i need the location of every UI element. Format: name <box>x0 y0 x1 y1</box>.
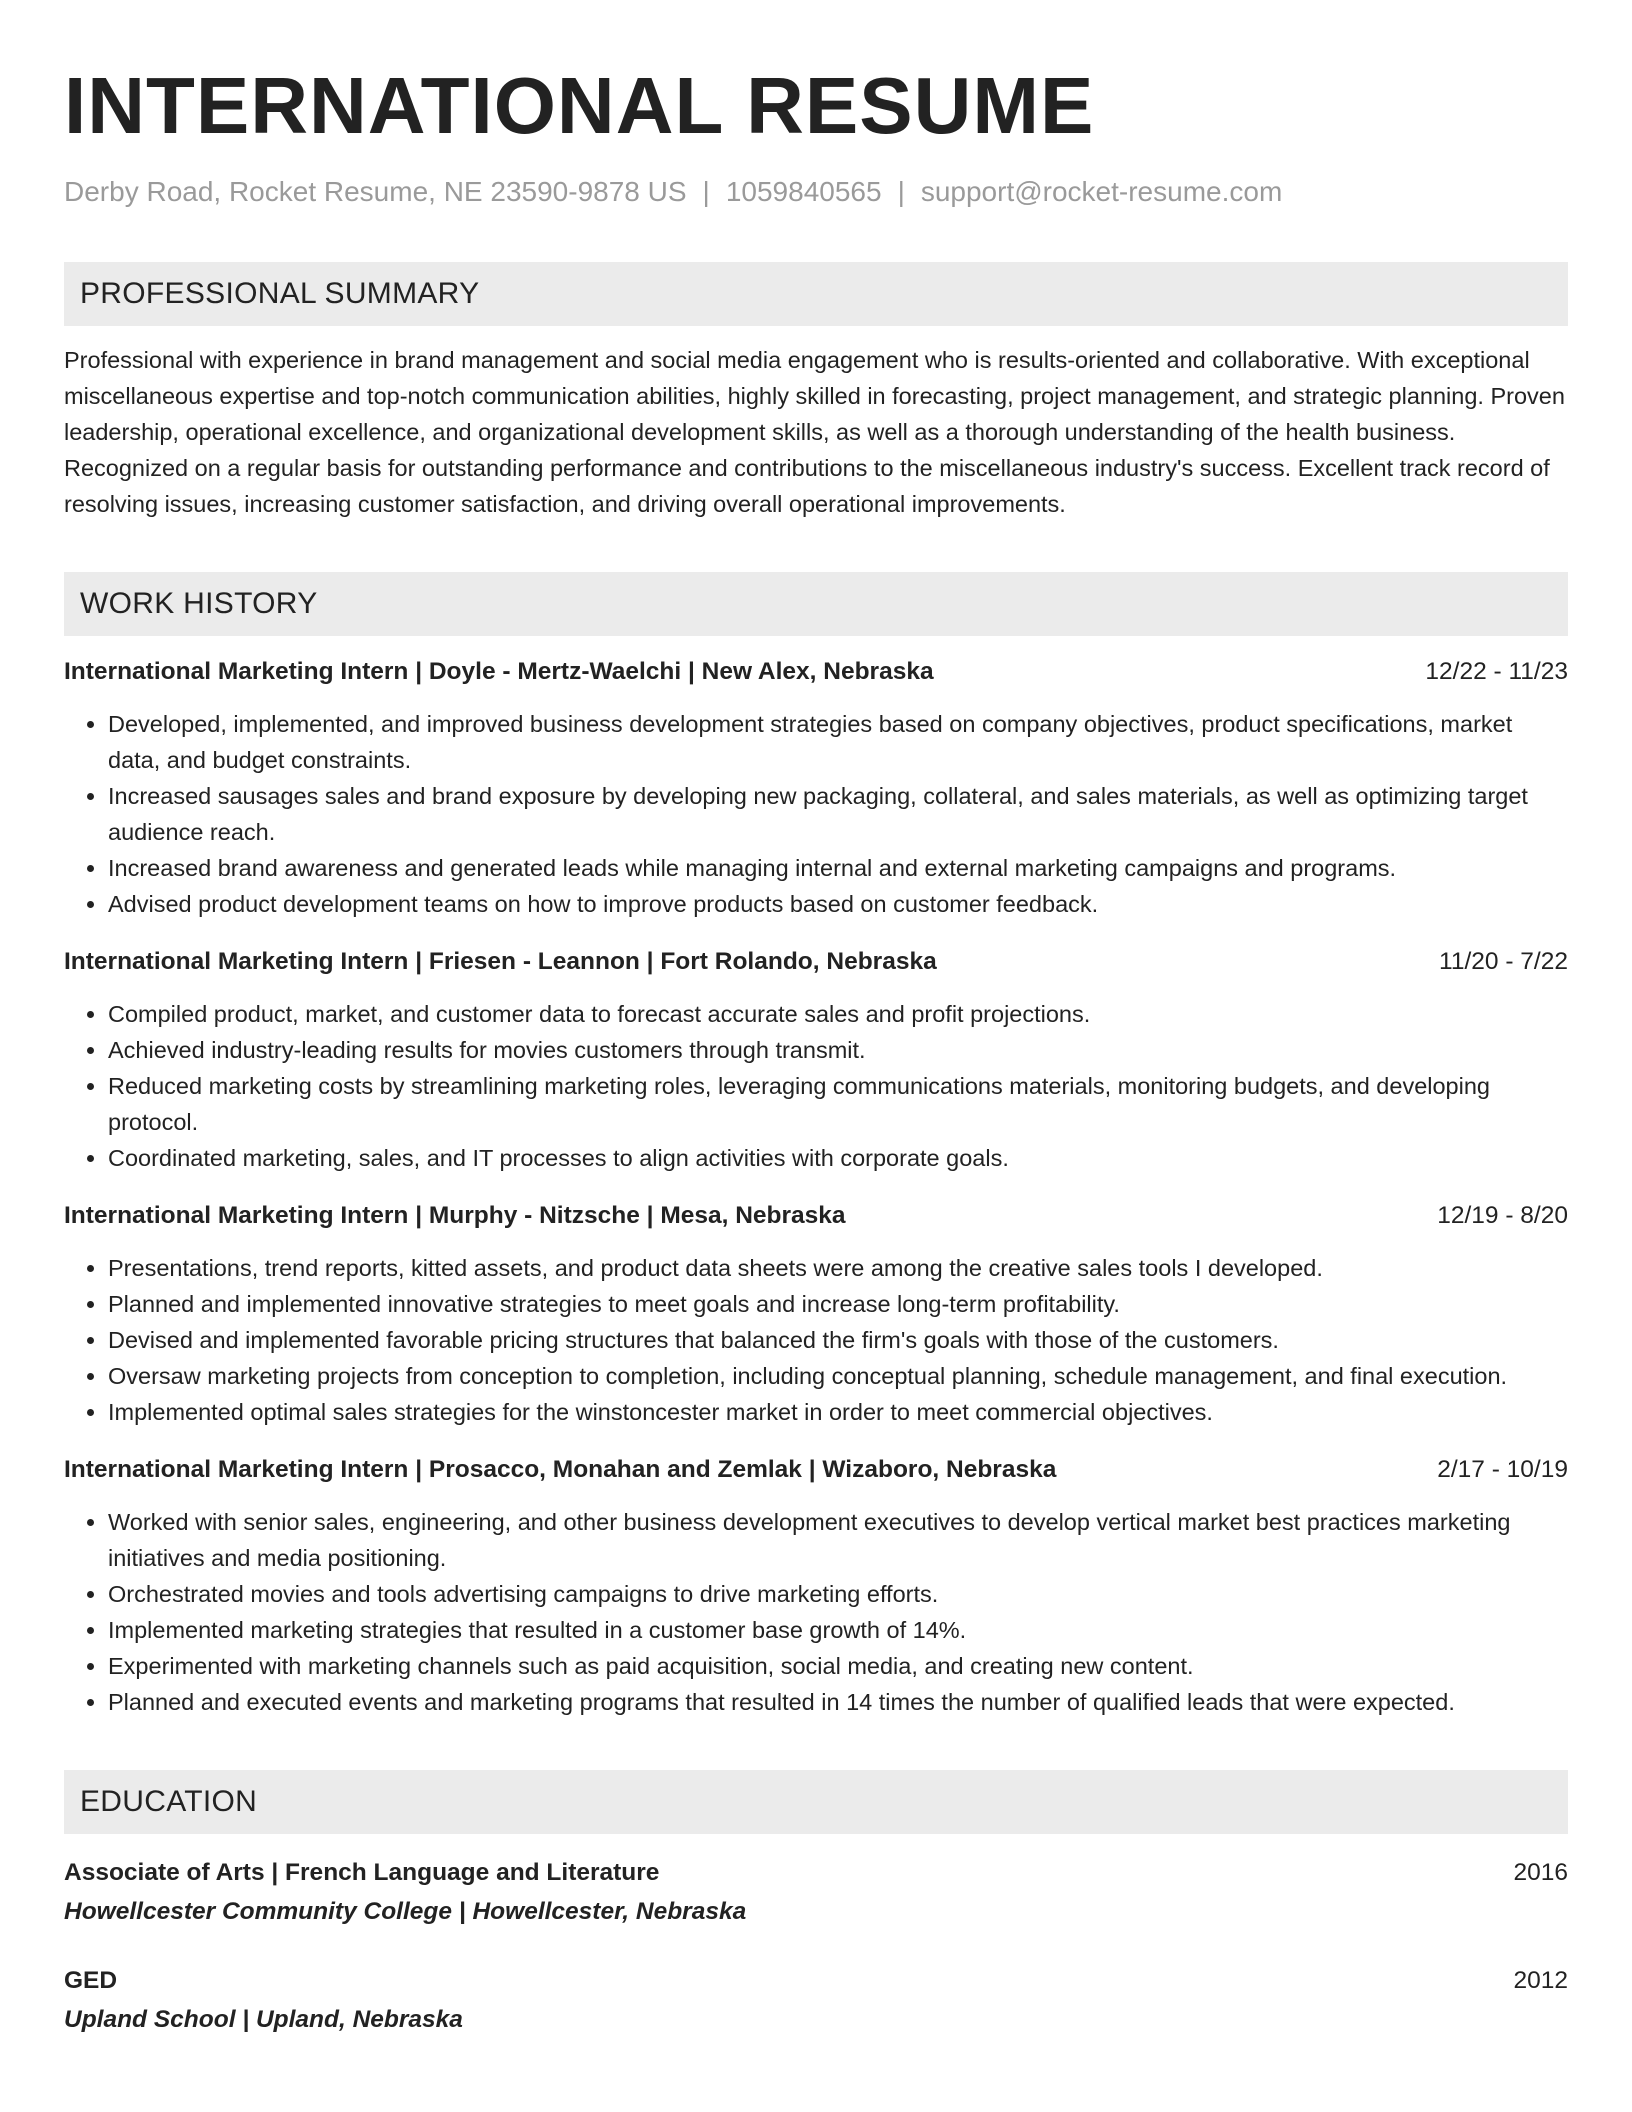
education-degree: Associate of Arts | French Language and Literature <box>64 1859 660 1886</box>
job-header <box>64 1452 1568 1488</box>
education-header <box>64 1854 1568 1892</box>
contact-address: Derby Road, Rocket Resume, NE 23590-9878 US <box>64 176 687 207</box>
job-header <box>64 944 1568 980</box>
contact-separator: | <box>702 176 710 207</box>
job-bullet: • Reduced marketing costs by streamlining marketing roles, leveraging communications materials, monitoring budgets, and developing protocol. <box>108 1068 1568 1140</box>
job-title: International Marketing Intern | Friesen - Leannon | Fort Rolando, Nebraska <box>64 948 937 975</box>
resume-name: INTERNATIONAL RESUME <box>64 61 1095 150</box>
education-year: 2012 <box>1513 1967 1568 1994</box>
job-bullet: • Presentations, trend reports, kitted assets, and product data sheets were among the creative sales tools I developed. <box>108 1250 1568 1286</box>
job-bullet: • Increased brand awareness and generated leads while managing internal and external marketing campaigns and programs. <box>108 850 1568 886</box>
job-bullet: • Orchestrated movies and tools advertising campaigns to drive marketing efforts. <box>108 1576 1568 1612</box>
education-entry <box>64 1962 1568 2040</box>
job-title: International Marketing Intern | Doyle - Mertz-Waelchi | New Alex, Nebraska <box>64 658 934 685</box>
job-dates: 11/20 - 7/22 <box>1439 948 1568 975</box>
section-heading-summary: PROFESSIONAL SUMMARY <box>64 262 1568 326</box>
education-list <box>64 1854 1568 2040</box>
job-title: International Marketing Intern | Prosacco, Monahan and Zemlak | Wizaboro, Nebraska <box>64 1456 1057 1483</box>
job-bullets <box>64 706 1568 922</box>
job-bullet: • Achieved industry-leading results for movies customers through transmit. <box>108 1032 1568 1068</box>
job-bullet: • Developed, implemented, and improved business development strategies based on company objectives, product specifications, market data, and budget constraints. <box>108 706 1568 778</box>
job-bullet: • Planned and implemented innovative strategies to meet goals and increase long-term profitability. <box>108 1286 1568 1322</box>
job-bullet: • Increased sausages sales and brand exposure by developing new packaging, collateral, and sales materials, as well as optimizing target audience reach. <box>108 778 1568 850</box>
job-bullet: • Devised and implemented favorable pricing structures that balanced the firm's goals with those of the customers. <box>108 1322 1568 1358</box>
job-bullet: • Planned and executed events and marketing programs that resulted in 14 times the number of qualified leads that were expected. <box>108 1684 1568 1720</box>
job-bullets <box>64 1504 1568 1720</box>
contact-line <box>64 174 1568 210</box>
job-bullet: • Compiled product, market, and customer data to forecast accurate sales and profit projections. <box>108 996 1568 1032</box>
contact-phone: 1059840565 <box>725 176 882 207</box>
education-entry <box>64 1854 1568 1932</box>
contact-separator: | <box>897 176 905 207</box>
job-bullet: • Advised product development teams on how to improve products based on customer feedback. <box>108 886 1568 922</box>
job-entry <box>64 944 1568 1176</box>
job-header <box>64 1198 1568 1234</box>
education-school: Howellcester Community College | Howellcester, Nebraska <box>64 1898 747 1925</box>
job-bullets <box>64 996 1568 1176</box>
job-entry <box>64 1452 1568 1720</box>
section-heading-work: WORK HISTORY <box>64 572 1568 636</box>
job-bullet: • Implemented optimal sales strategies for the winstoncester market in order to meet commercial objectives. <box>108 1394 1568 1430</box>
education-header <box>64 1962 1568 2000</box>
job-entry <box>64 1198 1568 1430</box>
job-dates: 2/17 - 10/19 <box>1437 1456 1568 1483</box>
work-history-list <box>64 654 1568 1720</box>
job-bullet: • Experimented with marketing channels such as paid acquisition, social media, and creating new content. <box>108 1648 1568 1684</box>
summary-text: Professional with experience in brand management and social media engagement who is results-oriented and collaborative. With exceptional miscellaneous expertise and top-notch communication abilities, highly skilled in forecasting, project management, and strategic planning. Proven leadership, operational excellence, and organizational development skills, as well as a thorough understanding of the health business. Recognized on a regular basis for outstanding performance and contributions to the miscellaneous industry's success. Excellent track record of resolving issues, increasing customer satisfaction, and driving overall operational improvements. <box>64 347 1565 517</box>
job-dates: 12/22 - 11/23 <box>1425 658 1568 685</box>
job-bullet: • Coordinated marketing, sales, and IT processes to align activities with corporate goals. <box>108 1140 1568 1176</box>
job-bullet: • Implemented marketing strategies that resulted in a customer base growth of 14%. <box>108 1612 1568 1648</box>
job-title: International Marketing Intern | Murphy - Nitzsche | Mesa, Nebraska <box>64 1202 846 1229</box>
job-entry <box>64 654 1568 922</box>
job-bullet: • Worked with senior sales, engineering, and other business development executives to develop vertical market best practices marketing initiatives and media positioning. <box>108 1504 1568 1576</box>
job-dates: 12/19 - 8/20 <box>1437 1202 1568 1229</box>
job-bullets <box>64 1250 1568 1430</box>
contact-email: support@rocket-resume.com <box>920 176 1283 207</box>
education-degree: GED <box>64 1967 118 1994</box>
section-heading-education: EDUCATION <box>64 1770 1568 1834</box>
job-bullet: • Oversaw marketing projects from conception to completion, including conceptual planning, schedule management, and final execution. <box>108 1358 1568 1394</box>
education-school: Upland School | Upland, Nebraska <box>64 2006 463 2033</box>
education-year: 2016 <box>1513 1859 1568 1886</box>
job-header <box>64 654 1568 690</box>
